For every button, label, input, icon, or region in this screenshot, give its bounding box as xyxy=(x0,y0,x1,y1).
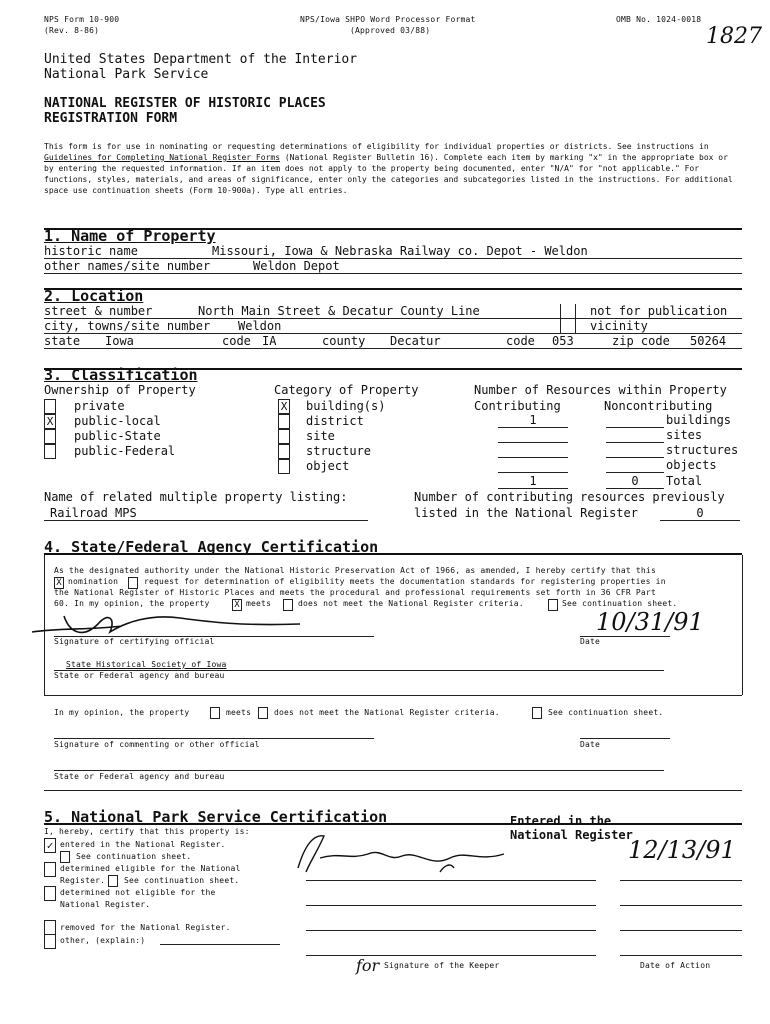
instructions: This form is for use in nominating or requesting determinations of eligibility for individual properties or districts. See instructions in Guidelines for Completing National Register Forms (National Register Bulletin 16). Complete each item by marking "x" in the appropriate box or by entering the requested information. If an item does not apply to the property being documented, enter "N/A" for "not applicable." For functions, styles, materials, and areas of significance, enter only the categories and subcategories listed in the instructions. For additional space use continuation sheets (Form 10-900a). Type all entries. xyxy=(44,142,733,195)
noncontributing-objects xyxy=(606,458,664,473)
other-names-value: Weldon Depot xyxy=(253,259,340,273)
keeper-signature-label: Signature of the Keeper xyxy=(384,961,500,970)
cert-line-4c: does not meet the National Register criteria. xyxy=(298,599,524,608)
state-code-value: IA xyxy=(262,334,277,348)
contributing-sites xyxy=(498,428,568,443)
handwritten-number: 1827 xyxy=(706,24,762,49)
resources-structures-label: structures xyxy=(666,443,739,457)
category-structure-label: structure xyxy=(306,444,372,458)
category-structure-checkbox[interactable] xyxy=(278,444,290,459)
other-names-label: other names/site number xyxy=(44,259,211,273)
agency-line-2: National Park Service xyxy=(44,67,209,82)
section-5-heading: 5. National Park Service Certification xyxy=(44,808,388,826)
format-title: NPS/Iowa SHPO Word Processor Format xyxy=(300,15,476,24)
historic-name-value: Missouri, Iowa & Nebraska Railway co. Depot - Weldon xyxy=(212,244,588,258)
category-site-label: site xyxy=(306,429,335,443)
entered-stamp-1: Entered in the xyxy=(510,814,612,828)
category-site-checkbox[interactable] xyxy=(278,429,290,444)
contributing-label: Contributing xyxy=(474,399,561,413)
cert-nomination-label: nomination xyxy=(68,577,119,586)
omb-number: OMB No. 1024-0018 xyxy=(616,15,702,24)
nps-eligible-checkbox[interactable] xyxy=(44,862,56,877)
nps-entered-checkbox[interactable]: ✓ xyxy=(44,838,56,853)
category-object-label: object xyxy=(306,459,350,473)
ownership-private-label: private xyxy=(74,399,125,413)
nps-other-checkbox[interactable] xyxy=(44,934,56,949)
section-1-heading: 1. Name of Property xyxy=(44,227,216,245)
nps-certify-text: I, hereby, certify that this property is: xyxy=(44,827,250,836)
mpl-label: Name of related multiple property listing: xyxy=(44,490,348,504)
nps-removed-checkbox[interactable] xyxy=(44,920,56,935)
opinion-continuation-checkbox[interactable] xyxy=(532,707,542,719)
resources-sites-label: sites xyxy=(666,428,703,442)
opinion-meets-label: meets xyxy=(226,708,252,717)
nps-eligible-continuation-label: See continuation sheet. xyxy=(124,876,240,885)
previously-listed-value: 0 xyxy=(660,506,740,521)
nps-eligible-label-1: determined eligible for the National xyxy=(60,864,241,873)
state-value: Iowa xyxy=(105,334,134,348)
cert-continuation-checkbox[interactable] xyxy=(548,599,558,611)
nps-not-eligible-checkbox[interactable] xyxy=(44,886,56,901)
commenting-official-label: Signature of commenting or other official xyxy=(54,740,260,749)
agency-line-1: United States Department of the Interior xyxy=(44,52,358,67)
county-code-label: code xyxy=(506,334,535,348)
ownership-public-local-label: public-local xyxy=(74,414,161,428)
cert-line-2: request for determination of eligibility meets the documentation standards for registering properties in xyxy=(144,577,666,586)
county-code-value: 053 xyxy=(552,334,574,348)
vicinity-label: vicinity xyxy=(590,319,648,333)
form-number: NPS Form 10-900 xyxy=(44,15,120,24)
resources-label: Number of Resources within Property xyxy=(474,383,727,397)
form-title-1: NATIONAL REGISTER OF HISTORIC PLACES xyxy=(44,96,326,111)
category-district-label: district xyxy=(306,414,364,428)
street-value: North Main Street & Decatur County Line xyxy=(198,304,480,318)
certifying-agency-value: State Historical Society of Iowa xyxy=(66,660,227,669)
opinion-not-meet-checkbox[interactable] xyxy=(258,707,268,719)
section-4-heading: 4. State/Federal Agency Certification xyxy=(44,538,379,556)
cert-meets-checkbox[interactable]: X xyxy=(232,599,242,611)
keeper-signature xyxy=(290,828,530,880)
keeper-date: 12/13/91 xyxy=(628,836,736,864)
county-label: county xyxy=(322,334,366,348)
historic-name-label: historic name xyxy=(44,244,138,258)
cert-line-3: the National Register of Historic Places and meets the procedural and professional requirements set forth in 36 CFR Part xyxy=(54,588,656,597)
date-of-action-label: Date of Action xyxy=(640,961,711,970)
nps-entered-label: entered in the National Register. xyxy=(60,840,226,849)
category-object-checkbox[interactable] xyxy=(278,459,290,474)
certifying-agency-label: State or Federal agency and bureau xyxy=(54,671,225,680)
previously-listed-label-1: Number of contributing resources previously xyxy=(414,490,725,504)
nps-eligible-continuation-checkbox[interactable] xyxy=(108,875,118,887)
signature-certifying-label: Signature of certifying official xyxy=(54,637,215,646)
cert-line-1: As the designated authority under the National Historic Preservation Act of 1966, as amended, I hereby certify that this xyxy=(54,566,656,575)
certifying-date: 10/31/91 xyxy=(596,608,704,636)
commenting-agency-label: State or Federal agency and bureau xyxy=(54,772,225,781)
state-label: state xyxy=(44,334,81,348)
certifying-date-label: Date xyxy=(580,637,601,646)
keeper-for-initials: for xyxy=(356,956,380,975)
city-value: Weldon xyxy=(238,319,282,333)
section-2-heading: 2. Location xyxy=(44,287,144,305)
ownership-label: Ownership of Property xyxy=(44,383,196,397)
previously-listed-label-2: listed in the National Register xyxy=(414,506,638,520)
ownership-public-state-label: public-State xyxy=(74,429,161,443)
ownership-private-checkbox[interactable] xyxy=(44,399,56,414)
nps-not-eligible-label-2: National Register. xyxy=(60,900,151,909)
noncontributing-structures xyxy=(606,443,664,458)
county-value: Decatur xyxy=(390,334,441,348)
zip-label: zip code xyxy=(612,334,670,348)
ownership-public-state-checkbox[interactable] xyxy=(44,429,56,444)
noncontributing-sites xyxy=(606,428,664,443)
category-label: Category of Property xyxy=(274,383,419,397)
ownership-public-federal-checkbox[interactable] xyxy=(44,444,56,459)
nps-removed-label: removed for the National Register. xyxy=(60,923,231,932)
nps-not-eligible-label-1: determined not eligible for the xyxy=(60,888,216,897)
resources-buildings-label: buildings xyxy=(666,413,732,427)
commenting-date-label: Date xyxy=(580,740,601,749)
opinion-continuation-label: See continuation sheet. xyxy=(548,708,664,717)
ownership-public-federal-label: public-Federal xyxy=(74,444,176,458)
resources-objects-label: objects xyxy=(666,458,717,472)
street-label: street & number xyxy=(44,304,153,318)
format-approved: (Approved 03/88) xyxy=(350,26,431,35)
noncontributing-buildings xyxy=(606,413,664,428)
form-revision: (Rev. 8-86) xyxy=(44,26,100,35)
opinion-text-c: does not meet the National Register criteria. xyxy=(274,708,500,717)
cert-meets-label: meets xyxy=(246,599,272,608)
noncontributing-label: Noncontributing xyxy=(604,399,713,413)
category-building-checkbox[interactable]: X xyxy=(278,399,290,414)
contributing-objects xyxy=(498,458,568,473)
entered-stamp-2: National Register xyxy=(510,828,633,842)
nps-entered-continuation-checkbox[interactable] xyxy=(60,851,70,863)
nps-other-label: other, (explain:) xyxy=(60,936,146,945)
resources-total-label: Total xyxy=(666,474,703,488)
cert-nomination-checkbox[interactable]: X xyxy=(54,577,64,589)
contributing-buildings: 1 xyxy=(498,413,568,428)
noncontributing-total: 0 xyxy=(606,474,664,489)
opinion-meets-checkbox[interactable] xyxy=(210,707,220,719)
cert-continuation-label: See continuation sheet. xyxy=(562,599,678,608)
state-code-label: code xyxy=(222,334,251,348)
nps-entered-continuation-label: See continuation sheet. xyxy=(76,852,192,861)
category-district-checkbox[interactable] xyxy=(278,414,290,429)
not-for-publication: not for publication xyxy=(590,304,728,318)
contributing-structures xyxy=(498,443,568,458)
mpl-value: Railroad MPS xyxy=(50,506,137,520)
nps-eligible-label-2: Register. xyxy=(60,876,106,885)
category-building-label: building(s) xyxy=(306,399,386,413)
section-3-heading: 3. Classification xyxy=(44,366,198,384)
city-label: city, towns/site number xyxy=(44,319,211,333)
zip-value: 50264 xyxy=(690,334,727,348)
opinion-text-a: In my opinion, the property xyxy=(54,708,190,717)
cert-line-4a: 60. In my opinion, the property xyxy=(54,599,210,608)
form-title-2: REGISTRATION FORM xyxy=(44,111,178,126)
ownership-public-local-checkbox[interactable]: X xyxy=(44,414,56,429)
contributing-total: 1 xyxy=(498,474,568,489)
